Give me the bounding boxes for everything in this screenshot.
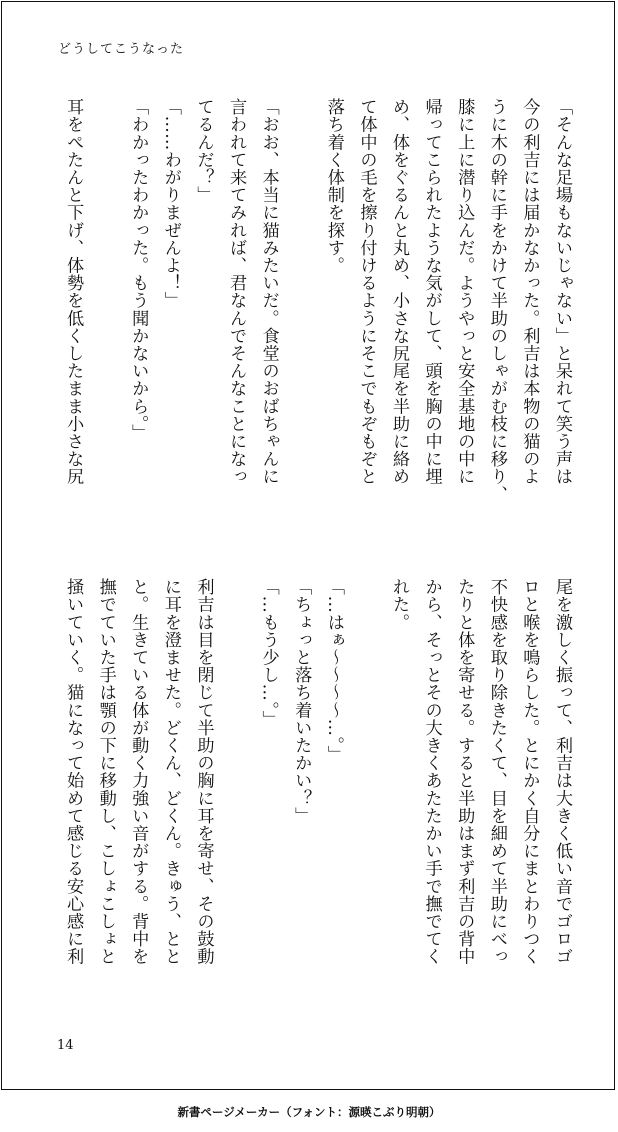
page-frame — [1, 1, 615, 1090]
running-head-title: どうしてこうなった — [58, 42, 185, 57]
footer-caption: 新書ページメーカー（フォント：源暎こぶり明朝） — [177, 1105, 441, 1119]
page-number: 14 — [57, 1038, 74, 1053]
text-column-top: 「そんな足場もないじゃない」と呆れて笑う声は 今の利吉には届かなかった。利吉は本物の猫のよ うに木の幹に手をかけて半助のしゃがむ枝に移り、 膝に上に潜り込んだ。ようやっと安全基地の中に 帰ってこられたような気がして、頭を胸の中に埋 め、体をぐるんと丸め、小さな尻尾を半助に絡め て体中の毛を擦り付けるようにそこでもぞもぞと 落ち着く体制を探す。 「おお、本当に猫みたいだ。食堂のおばちゃんに 言われて来てみれば、君なんでそんなことになっ てるんだ？」 「……わがりまぜんよ！」 「わかったわかった。もう聞かないから。」 耳をぺたんと下げ、体勢を低くしたまま小さな尻 — [63, 98, 572, 503]
text-column-bottom: 尾を激しく振って、利吉は大きく低い音でゴロゴ ロと喉を鳴らした。とにかく自分にまとわりつく 不快感を取り除きたくて、目を細めて半助にべっ たりと体を寄せる。すると半助はまず利吉の背中 から、そっとその大きくあたたかい手で撫でてく れた。 「…はぁ〜〜〜〜…。」 「ちょっと落ち着いたかい？」 「…もう少し…。」 利吉は目を閉じて半助の胸に耳を寄せ、その鼓動 に耳を澄ませた。どくん、どくん。きゅう、とと と。生きている体が動く力強い音がする。背中を 撫でていた手は顎の下に移動し、こしょこしょと 掻いていく。猫になって始めて感じる安心感に利 — [63, 578, 572, 966]
